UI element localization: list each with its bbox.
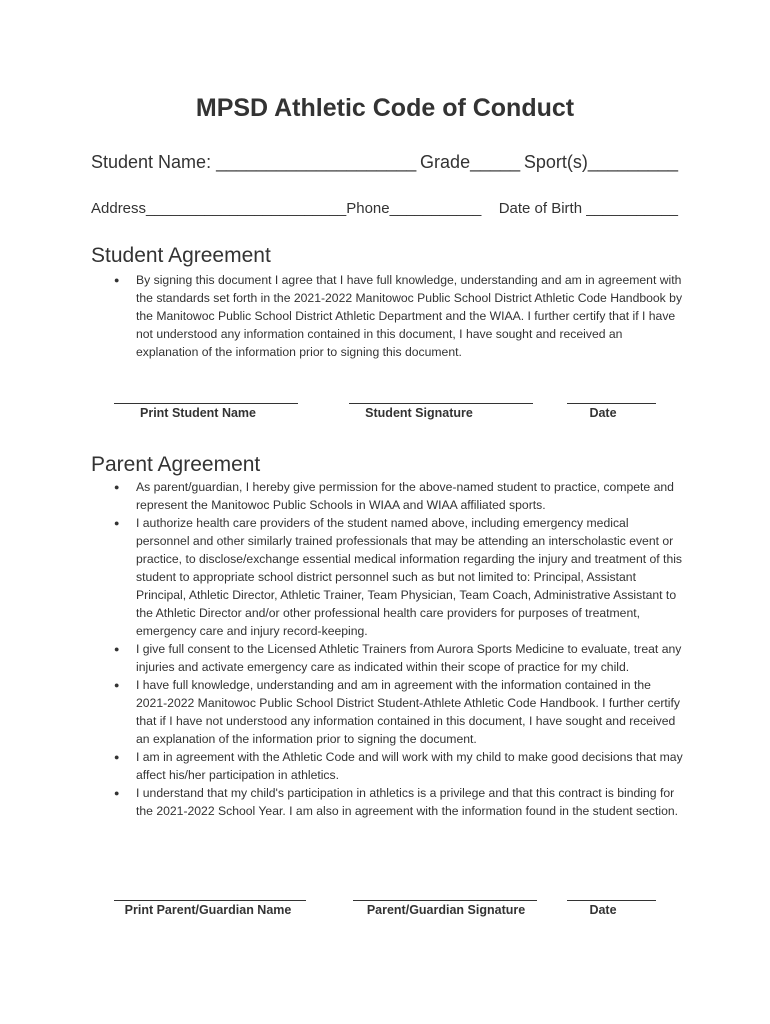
grade-field[interactable]: Grade_____: [420, 152, 521, 172]
student-date-label: Date: [589, 406, 617, 420]
student-date-signature-line[interactable]: [567, 403, 656, 404]
student-agreement-heading: Student Agreement: [91, 244, 271, 267]
student-signature-line[interactable]: [349, 403, 533, 404]
parent-agreement-list: [113, 478, 683, 820]
list-item-text: I have full knowledge, understanding and am in agreement with the information contained in the 2021-2022 Manitowoc Public School District Student-Athlete Athletic Code Handbook. I further certify that if I have not understood any information contained in this document, I have sought and received an explanation of the information prior to signing the document.: [136, 678, 680, 746]
bullet-icon: ●: [114, 482, 120, 492]
list-item: [113, 514, 683, 640]
print-student-name-label: Print Student Name: [140, 406, 256, 420]
bullet-icon: ●: [114, 788, 120, 798]
student-name-signature-line[interactable]: [114, 403, 298, 404]
contact-info-row: [91, 199, 678, 219]
list-item-text: I understand that my child's participation in athletics is a privilege and that this contract is binding for the 2021-2022 School Year. I am also in agreement with the information found in the student section.: [136, 786, 679, 818]
list-item: [113, 784, 683, 820]
student-agreement-list: [113, 271, 683, 361]
parent-agreement-heading: Parent Agreement: [91, 453, 261, 476]
list-item: [113, 640, 683, 676]
parent-signature-line[interactable]: [353, 900, 537, 901]
parent-name-signature-line[interactable]: [114, 900, 306, 901]
bullet-icon: ●: [114, 644, 120, 654]
date-of-birth-field[interactable]: Date of Birth ___________: [498, 200, 678, 217]
parent-date-signature-line[interactable]: [567, 900, 656, 901]
bullet-icon: ●: [114, 752, 120, 762]
address-phone-field[interactable]: Address________________________Phone___________: [91, 200, 482, 217]
list-item: [113, 478, 683, 514]
sports-field[interactable]: Sport(s)_________: [523, 152, 678, 172]
list-item: [113, 676, 683, 748]
student-name-field[interactable]: Student Name: ____________________: [91, 152, 417, 172]
list-item-text: I authorize health care providers of the student named above, including emergency medical personnel and other similarly trained professionals that may be attending an interscholastic event or practice, to disclose/exchange essential medical information regarding the injury and treatment of this student to appropriate school district personnel such as but not limited to: Principal, Assistant Principal, Athletic Director, Athletic Trainer, Team Physician, Team Coach, Administrative Assistant to the Athletic Director and/or other professional health care providers for purposes of treatment, emergency care and injury record-keeping.: [136, 516, 683, 638]
list-item-text: As parent/guardian, I hereby give permission for the above-named student to practice, compete and represent the Manitowoc Public Schools in WIAA and WIAA affiliated sports.: [136, 480, 674, 512]
list-item-text: By signing this document I agree that I have full knowledge, understanding and am in agreement with the standards set forth in the 2021-2022 Manitowoc Public School District Athletic Code Handbook by the Manitowoc Public School District Athletic Department and the WIAA. I further certify that if I have not understood any information contained in this document, I have sought and received an explanation of the information prior to signing this document.: [136, 273, 683, 359]
list-item-text: I am in agreement with the Athletic Code and will work with my child to make good decisions that may affect his/her participation in athletics.: [136, 750, 683, 782]
list-item: [113, 748, 683, 784]
bullet-icon: ●: [114, 275, 120, 285]
print-parent-name-label: Print Parent/Guardian Name: [124, 903, 292, 917]
bullet-icon: ●: [114, 680, 120, 690]
page-title: MPSD Athletic Code of Conduct: [195, 94, 575, 122]
list-item-text: I give full consent to the Licensed Athletic Trainers from Aurora Sports Medicine to evaluate, treat any injuries and activate emergency care as indicated within their scope of practice for my child.: [136, 642, 682, 674]
parent-date-label: Date: [589, 903, 617, 917]
bullet-icon: ●: [114, 518, 120, 528]
student-signature-label: Student Signature: [365, 406, 473, 420]
parent-signature-label: Parent/Guardian Signature: [366, 903, 526, 917]
student-info-row: [91, 150, 678, 174]
list-item: [113, 271, 683, 361]
